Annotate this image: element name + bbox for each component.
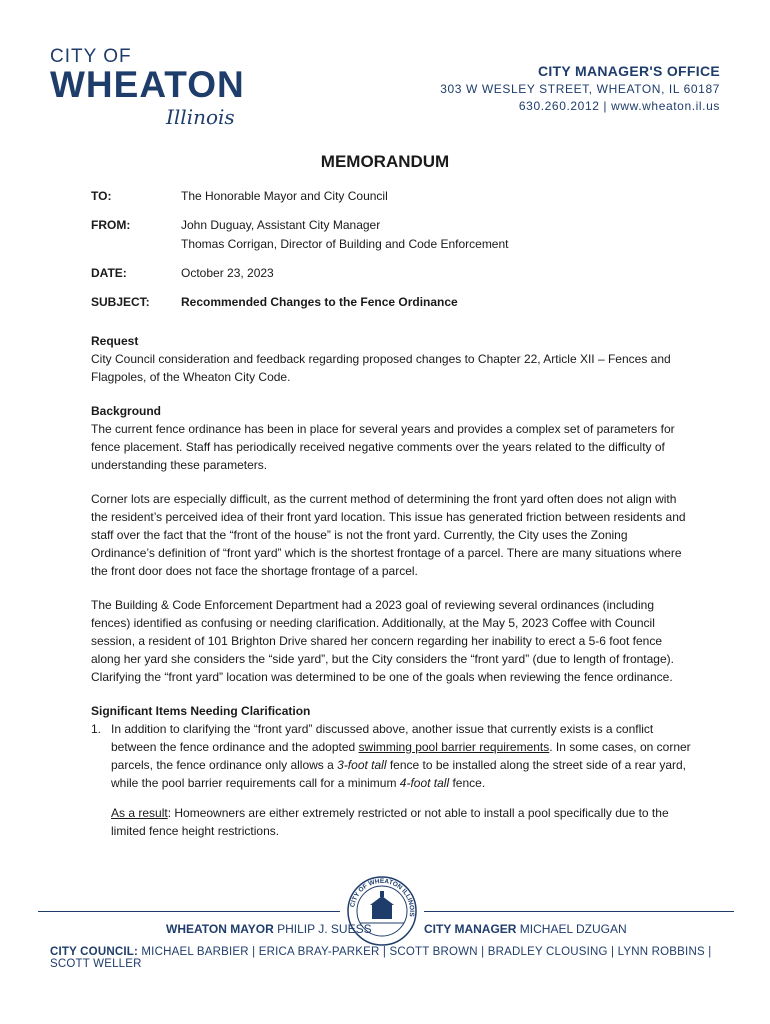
office-title: CITY MANAGER'S OFFICE: [537, 63, 720, 79]
background-heading: Background: [91, 404, 162, 418]
memo-title: MEMORANDUM: [320, 152, 450, 171]
background-section: [91, 402, 691, 474]
item-text-part: fence.: [449, 776, 486, 790]
to-label: TO:: [91, 189, 112, 203]
footer-council: [50, 946, 730, 970]
item-emphasis: 4-foot tall: [399, 776, 450, 790]
office-block: [440, 63, 720, 113]
footer-mayor: [166, 922, 372, 936]
council-names: MICHAEL BARBIER | ERICA BRAY-PARKER | SCOTT BROWN | BRADLEY CLOUSING | LYNN ROBBINS | SCOTT WELLER: [50, 946, 712, 970]
office-address: 303 W WESLEY STREET, WHEATON, IL 60187: [440, 82, 720, 96]
subject-value: Recommended Changes to the Fence Ordinance: [181, 295, 458, 309]
subject-label: SUBJECT:: [91, 295, 150, 309]
logo-wheaton: WHEATON: [50, 64, 245, 105]
to-value: The Honorable Mayor and City Council: [181, 189, 388, 203]
date-value: October 23, 2023: [181, 266, 274, 280]
items-heading: Significant Items Needing Clarification: [91, 704, 311, 718]
seal-text: CITY OF WHEATON ILLINOIS: [349, 877, 416, 917]
item-number: 1.: [91, 722, 102, 736]
from-value-1: John Duguay, Assistant City Manager: [181, 218, 381, 232]
result-text: : Homeowners are either extremely restricted or not able to install a pool specifically due to the limited fence height restrictions.: [111, 806, 669, 838]
from-label: FROM:: [91, 218, 131, 232]
items-section: [91, 702, 691, 840]
request-text: City Council consideration and feedback regarding proposed changes to Chapter 22, Article XII – Fences and Flagpoles, of the Wheaton City Code.: [91, 352, 671, 384]
item-emphasis: 3-foot tall: [337, 758, 387, 772]
manager-label: CITY MANAGER: [424, 922, 517, 936]
city-seal-icon: [346, 875, 418, 947]
mayor-label: WHEATON MAYOR: [166, 922, 274, 936]
footer-manager: [424, 922, 627, 936]
date-label: DATE:: [91, 266, 127, 280]
from-value-2: Thomas Corrigan, Director of Building and Code Enforcement: [181, 237, 509, 251]
item-text-part: In addition to clarifying the “front yard” discussed above, another issue that currently exists is a conflict between the fence ordinance and the adopted: [111, 722, 654, 754]
mayor-name: PHILIP J. SUESS: [273, 922, 372, 936]
item-text-part: . In some cases, on corner parcels, the fence ordinance only allows a: [111, 740, 691, 772]
city-logo: [50, 46, 250, 129]
item-result: [111, 804, 691, 840]
footer-rule-left: [38, 911, 340, 912]
pool-barrier-link[interactable]: swimming pool barrier requirements: [358, 740, 550, 754]
memo-body: [91, 332, 691, 840]
council-label: CITY COUNCIL:: [50, 946, 138, 958]
request-section: [91, 332, 691, 386]
logo-city-of: CITY OF: [50, 46, 132, 67]
background-paragraph-2: Corner lots are especially difficult, as the current method of determining the front yard often does not align with the resident’s perceived idea of their front yard location. This issue has generated friction between residents and staff over the fact that the “front of the house” is not the front yard. Currently, the City uses the Zoning Ordinance’s definition of “front yard” which is the shortest frontage of a parcel. There are many situations where the front door does not face the shortage frontage of a parcel.: [91, 492, 686, 578]
item-text: [111, 720, 691, 792]
result-label: As a result: [111, 806, 168, 820]
list-item: [91, 720, 691, 840]
item-text-part: fence to be installed along the street side of a rear yard, while the pool barrier requirements call for a minimum: [111, 758, 687, 790]
items-list: [91, 720, 691, 840]
manager-name: MICHAEL DZUGAN: [516, 922, 627, 936]
footer-rule-right: [424, 911, 734, 912]
request-heading: Request: [91, 334, 139, 348]
background-paragraph-3: The Building & Code Enforcement Department had a 2023 goal of reviewing several ordinances (including fences) identified as confusing or needing clarification. Additionally, at the May 5, 2023 Coffee with Council session, a resident of 101 Brighton Drive shared her concern regarding her inability to erect a 5-6 foot fence along her yard she considers the “side yard”, but the City considers the “front yard” (due to length of frontage). Clarifying the “front yard” location was determined to be one of the goals when reviewing the fence ordinance.: [91, 598, 674, 684]
office-contact: 630.260.2012 | www.wheaton.il.us: [518, 99, 720, 113]
background-paragraph-1: The current fence ordinance has been in place for several years and provides a complex set of parameters for fence placement. Staff has periodically received negative comments over the years related to the difficulty of understanding these parameters.: [91, 422, 675, 472]
logo-state: Illinois: [166, 105, 235, 129]
